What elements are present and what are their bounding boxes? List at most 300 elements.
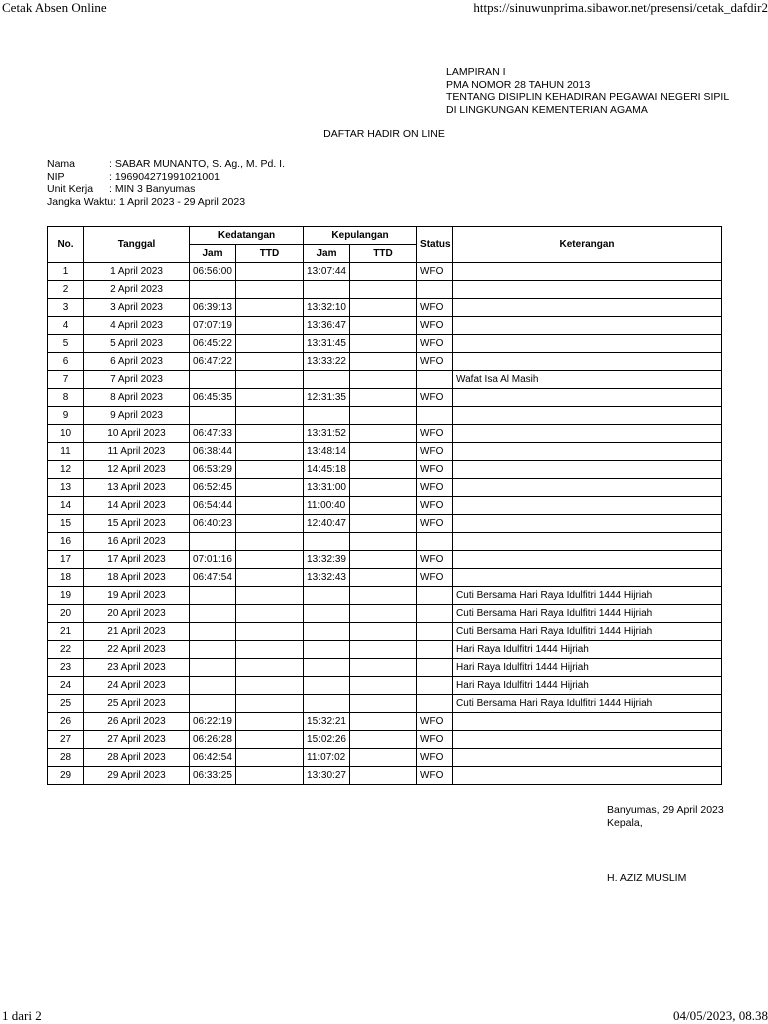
cell-jam-datang: 07:07:19 [190,317,236,335]
cell-ttd-datang [236,389,304,407]
cell-ttd-pulang [350,767,417,785]
cell-no: 16 [48,533,84,551]
cell-jam-datang: 06:26:28 [190,731,236,749]
cell-status: WFO [417,299,453,317]
cell-jam-pulang: 11:07:02 [304,749,350,767]
cell-status [417,407,453,425]
cell-tanggal: 15 April 2023 [84,515,190,533]
cell-no: 21 [48,623,84,641]
cell-jam-datang: 06:56:00 [190,263,236,281]
cell-jam-pulang [304,695,350,713]
signature-block [607,804,724,830]
cell-status: WFO [417,515,453,533]
cell-tanggal: 29 April 2023 [84,767,190,785]
table-row [48,479,722,497]
cell-jam-pulang: 13:30:27 [304,767,350,785]
cell-status: WFO [417,731,453,749]
cell-ttd-datang [236,659,304,677]
table-row [48,335,722,353]
cell-jam-datang: 06:52:45 [190,479,236,497]
attendance-table-body [48,263,722,785]
cell-jam-pulang [304,677,350,695]
cell-ttd-datang [236,335,304,353]
cell-jam-pulang [304,533,350,551]
nama-label: Nama [47,158,76,170]
cell-ttd-pulang [350,731,417,749]
unit-kerja-label: Unit Kerja [47,183,94,196]
cell-jam-pulang: 13:07:44 [304,263,350,281]
cell-keterangan [453,461,722,479]
cell-jam-datang: 06:54:44 [190,497,236,515]
cell-keterangan: Cuti Bersama Hari Raya Idulfitri 1444 Hijriah [453,605,722,623]
cell-tanggal: 12 April 2023 [84,461,190,479]
cell-status: WFO [417,389,453,407]
table-row [48,407,722,425]
signature-role: Kepala, [607,817,643,829]
cell-no: 5 [48,335,84,353]
cell-ttd-pulang [350,587,417,605]
cell-no: 9 [48,407,84,425]
cell-keterangan [453,551,722,569]
cell-tanggal: 16 April 2023 [84,533,190,551]
cell-no: 11 [48,443,84,461]
cell-jam-datang: 06:47:22 [190,353,236,371]
cell-ttd-datang [236,353,304,371]
cell-jam-pulang: 12:31:35 [304,389,350,407]
cell-ttd-pulang [350,605,417,623]
header-jam-in: Jam [190,245,236,263]
header-status: Status [417,227,453,263]
cell-status [417,281,453,299]
table-row [48,425,722,443]
cell-ttd-datang [236,677,304,695]
cell-keterangan [453,731,722,749]
cell-ttd-pulang [350,533,417,551]
cell-jam-pulang: 13:32:39 [304,551,350,569]
cell-jam-pulang [304,371,350,389]
cell-status: WFO [417,749,453,767]
identity-row-nip [47,171,285,184]
cell-ttd-datang [236,299,304,317]
cell-jam-datang [190,695,236,713]
cell-ttd-datang [236,497,304,515]
cell-tanggal: 3 April 2023 [84,299,190,317]
cell-status: WFO [417,551,453,569]
cell-no: 17 [48,551,84,569]
cell-ttd-datang [236,461,304,479]
print-datetime: 04/05/2023, 08.38 [673,1008,768,1023]
cell-ttd-pulang [350,479,417,497]
header-ttd-in: TTD [236,245,304,263]
cell-tanggal: 4 April 2023 [84,317,190,335]
cell-jam-datang: 06:47:54 [190,569,236,587]
cell-jam-datang: 06:53:29 [190,461,236,479]
cell-tanggal: 14 April 2023 [84,497,190,515]
lampiran-line: LAMPIRAN I [446,66,506,78]
cell-ttd-datang [236,317,304,335]
header-tanggal: Tanggal [84,227,190,263]
cell-jam-datang: 06:22:19 [190,713,236,731]
cell-no: 27 [48,731,84,749]
cell-status [417,587,453,605]
identity-row-nama [47,158,285,171]
cell-ttd-datang [236,569,304,587]
cell-keterangan: Wafat Isa Al Masih [453,371,722,389]
cell-jam-pulang [304,623,350,641]
table-row [48,731,722,749]
table-row [48,551,722,569]
cell-jam-datang [190,371,236,389]
cell-ttd-pulang [350,371,417,389]
cell-no: 18 [48,569,84,587]
cell-jam-pulang: 11:00:40 [304,497,350,515]
cell-no: 24 [48,677,84,695]
cell-keterangan [453,263,722,281]
cell-ttd-datang [236,281,304,299]
header-kedatangan: Kedatangan [190,227,304,245]
cell-tanggal: 10 April 2023 [84,425,190,443]
cell-no: 15 [48,515,84,533]
cell-no: 10 [48,425,84,443]
cell-tanggal: 17 April 2023 [84,551,190,569]
cell-keterangan: Hari Raya Idulfitri 1444 Hijriah [453,659,722,677]
cell-no: 20 [48,605,84,623]
cell-jam-pulang: 13:32:43 [304,569,350,587]
cell-jam-pulang: 14:45:18 [304,461,350,479]
cell-jam-datang [190,677,236,695]
table-row [48,569,722,587]
cell-status [417,371,453,389]
header-no: No. [48,227,84,263]
table-row [48,497,722,515]
cell-ttd-pulang [350,335,417,353]
table-row [48,371,722,389]
cell-keterangan: Cuti Bersama Hari Raya Idulfitri 1444 Hijriah [453,695,722,713]
cell-tanggal: 1 April 2023 [84,263,190,281]
cell-ttd-datang [236,713,304,731]
cell-ttd-pulang [350,281,417,299]
cell-keterangan [453,353,722,371]
cell-status: WFO [417,353,453,371]
cell-keterangan: Cuti Bersama Hari Raya Idulfitri 1444 Hijriah [453,587,722,605]
cell-tanggal: 2 April 2023 [84,281,190,299]
cell-ttd-datang [236,515,304,533]
cell-status: WFO [417,713,453,731]
cell-tanggal: 11 April 2023 [84,443,190,461]
cell-status: WFO [417,317,453,335]
cell-no: 7 [48,371,84,389]
header-ttd-out: TTD [350,245,417,263]
cell-no: 4 [48,317,84,335]
print-page-number: 1 dari 2 [2,1008,42,1023]
cell-keterangan [453,317,722,335]
cell-ttd-datang [236,533,304,551]
cell-tanggal: 7 April 2023 [84,371,190,389]
cell-status: WFO [417,425,453,443]
cell-no: 22 [48,641,84,659]
cell-no: 6 [48,353,84,371]
cell-jam-datang [190,281,236,299]
cell-tanggal: 25 April 2023 [84,695,190,713]
cell-tanggal: 13 April 2023 [84,479,190,497]
table-row [48,749,722,767]
lampiran-line: DI LINGKUNGAN KEMENTERIAN AGAMA [446,103,648,116]
table-row [48,587,722,605]
cell-ttd-datang [236,605,304,623]
table-row [48,461,722,479]
cell-status: WFO [417,335,453,353]
cell-tanggal: 20 April 2023 [84,605,190,623]
header-keterangan: Keterangan [453,227,722,263]
cell-jam-pulang: 13:48:14 [304,443,350,461]
cell-status [417,605,453,623]
signer-name: H. AZIZ MUSLIM [607,872,687,884]
cell-ttd-datang [236,263,304,281]
cell-no: 14 [48,497,84,515]
cell-jam-pulang [304,281,350,299]
cell-ttd-pulang [350,299,417,317]
table-row [48,677,722,695]
cell-ttd-datang [236,695,304,713]
cell-tanggal: 5 April 2023 [84,335,190,353]
cell-ttd-datang [236,479,304,497]
cell-tanggal: 26 April 2023 [84,713,190,731]
cell-status [417,695,453,713]
cell-ttd-pulang [350,497,417,515]
print-page-url: https://sinuwunprima.sibawor.net/presensi/cetak_dafdir2 [473,0,768,15]
cell-keterangan [453,515,722,533]
cell-tanggal: 24 April 2023 [84,677,190,695]
cell-ttd-pulang [350,659,417,677]
cell-ttd-pulang [350,713,417,731]
cell-keterangan [453,389,722,407]
cell-ttd-pulang [350,749,417,767]
table-row [48,443,722,461]
table-row [48,353,722,371]
cell-jam-pulang: 12:40:47 [304,515,350,533]
cell-keterangan: Hari Raya Idulfitri 1444 Hijriah [453,641,722,659]
identity-block [47,158,285,208]
cell-ttd-pulang [350,263,417,281]
cell-status: WFO [417,461,453,479]
cell-jam-pulang: 15:02:26 [304,731,350,749]
cell-jam-datang: 07:01:16 [190,551,236,569]
cell-no: 25 [48,695,84,713]
cell-jam-datang: 06:42:54 [190,749,236,767]
cell-jam-pulang: 13:31:00 [304,479,350,497]
cell-ttd-datang [236,749,304,767]
cell-ttd-pulang [350,443,417,461]
cell-ttd-pulang [350,515,417,533]
table-row [48,533,722,551]
cell-status: WFO [417,263,453,281]
cell-status [417,533,453,551]
lampiran-block [446,66,729,116]
cell-jam-pulang [304,407,350,425]
cell-keterangan [453,407,722,425]
cell-no: 13 [48,479,84,497]
lampiran-line: TENTANG DISIPLIN KEHADIRAN PEGAWAI NEGERI SIPIL [446,91,730,104]
table-row [48,659,722,677]
cell-tanggal: 27 April 2023 [84,731,190,749]
cell-ttd-datang [236,623,304,641]
cell-no: 29 [48,767,84,785]
cell-tanggal: 21 April 2023 [84,623,190,641]
table-row [48,281,722,299]
cell-ttd-datang [236,767,304,785]
table-row [48,605,722,623]
identity-row-unit [47,183,285,196]
cell-tanggal: 19 April 2023 [84,587,190,605]
cell-status: WFO [417,569,453,587]
table-row [48,515,722,533]
document-title: DAFTAR HADIR ON LINE [323,128,445,140]
cell-keterangan: Cuti Bersama Hari Raya Idulfitri 1444 Hijriah [453,623,722,641]
cell-ttd-pulang [350,425,417,443]
signature-place-date: Banyumas, 29 April 2023 [607,804,724,816]
cell-no: 26 [48,713,84,731]
cell-ttd-pulang [350,353,417,371]
cell-jam-pulang [304,641,350,659]
cell-keterangan [453,479,722,497]
cell-ttd-datang [236,731,304,749]
jangka-waktu-value: 1 April 2023 - 29 April 2023 [116,195,246,208]
cell-ttd-datang [236,551,304,569]
table-row [48,695,722,713]
cell-ttd-datang [236,443,304,461]
cell-ttd-pulang [350,551,417,569]
cell-jam-datang [190,587,236,605]
cell-jam-pulang: 13:36:47 [304,317,350,335]
cell-status: WFO [417,497,453,515]
cell-jam-datang: 06:38:44 [190,443,236,461]
cell-keterangan [453,299,722,317]
table-row [48,263,722,281]
cell-jam-pulang: 13:31:52 [304,425,350,443]
cell-jam-datang: 06:33:25 [190,767,236,785]
cell-status [417,623,453,641]
cell-jam-pulang [304,605,350,623]
cell-ttd-pulang [350,641,417,659]
cell-no: 23 [48,659,84,677]
cell-tanggal: 28 April 2023 [84,749,190,767]
cell-no: 3 [48,299,84,317]
cell-ttd-pulang [350,569,417,587]
cell-jam-datang: 06:47:33 [190,425,236,443]
attendance-table [47,226,722,785]
cell-no: 8 [48,389,84,407]
cell-keterangan [453,335,722,353]
cell-tanggal: 23 April 2023 [84,659,190,677]
cell-jam-pulang [304,659,350,677]
jangka-waktu-label: Jangka Waktu: [47,195,117,208]
cell-tanggal: 9 April 2023 [84,407,190,425]
cell-status: WFO [417,443,453,461]
cell-tanggal: 18 April 2023 [84,569,190,587]
cell-no: 1 [48,263,84,281]
cell-jam-datang [190,659,236,677]
cell-jam-datang: 06:45:35 [190,389,236,407]
cell-jam-pulang: 15:32:21 [304,713,350,731]
cell-no: 2 [48,281,84,299]
cell-keterangan [453,713,722,731]
header-kepulangan: Kepulangan [304,227,417,245]
table-row [48,623,722,641]
print-page-title: Cetak Absen Online [2,0,107,15]
cell-tanggal: 6 April 2023 [84,353,190,371]
header-jam-out: Jam [304,245,350,263]
cell-jam-pulang: 13:32:10 [304,299,350,317]
table-row [48,317,722,335]
lampiran-line: PMA NOMOR 28 TAHUN 2013 [446,78,591,91]
nip-value: : 196904271991021001 [109,170,220,183]
cell-ttd-pulang [350,317,417,335]
cell-jam-datang [190,407,236,425]
cell-jam-pulang [304,587,350,605]
table-row [48,299,722,317]
table-row [48,767,722,785]
cell-status [417,659,453,677]
cell-ttd-pulang [350,407,417,425]
cell-keterangan: Hari Raya Idulfitri 1444 Hijriah [453,677,722,695]
cell-ttd-pulang [350,389,417,407]
table-row [48,713,722,731]
cell-ttd-pulang [350,677,417,695]
cell-jam-datang [190,605,236,623]
nip-label: NIP [47,170,65,183]
unit-kerja-value: : MIN 3 Banyumas [109,183,196,196]
cell-jam-datang: 06:45:22 [190,335,236,353]
cell-keterangan [453,281,722,299]
cell-ttd-pulang [350,461,417,479]
table-row [48,389,722,407]
cell-jam-datang: 06:40:23 [190,515,236,533]
cell-keterangan [453,767,722,785]
cell-keterangan [453,497,722,515]
cell-jam-datang [190,641,236,659]
cell-no: 28 [48,749,84,767]
cell-ttd-pulang [350,623,417,641]
nama-value: : SABAR MUNANTO, S. Ag., M. Pd. I. [109,158,286,170]
cell-ttd-datang [236,371,304,389]
cell-keterangan [453,425,722,443]
cell-jam-datang [190,623,236,641]
cell-ttd-datang [236,641,304,659]
cell-jam-datang [190,533,236,551]
cell-jam-datang: 06:39:13 [190,299,236,317]
cell-tanggal: 22 April 2023 [84,641,190,659]
cell-no: 19 [48,587,84,605]
cell-jam-pulang: 13:33:22 [304,353,350,371]
cell-keterangan [453,443,722,461]
cell-no: 12 [48,461,84,479]
cell-ttd-datang [236,425,304,443]
cell-keterangan [453,569,722,587]
identity-row-jangka [47,196,285,209]
cell-tanggal: 8 April 2023 [84,389,190,407]
cell-ttd-datang [236,407,304,425]
table-row [48,641,722,659]
cell-ttd-datang [236,587,304,605]
cell-status: WFO [417,479,453,497]
cell-keterangan [453,533,722,551]
cell-status [417,677,453,695]
cell-ttd-pulang [350,695,417,713]
cell-jam-pulang: 13:31:45 [304,335,350,353]
cell-status: WFO [417,767,453,785]
cell-status [417,641,453,659]
cell-keterangan [453,749,722,767]
